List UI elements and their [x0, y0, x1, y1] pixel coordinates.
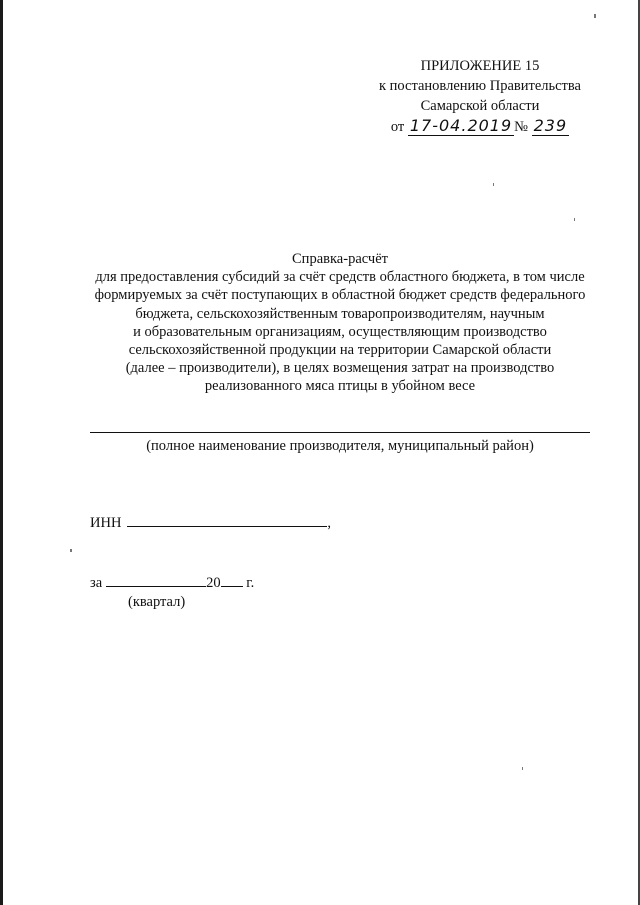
year-field[interactable]	[221, 574, 243, 587]
resolution-date-number	[360, 116, 600, 137]
resolution-reference: к постановлению Правительства	[379, 78, 581, 94]
title-line: реализованного мяса птицы в убойном весе	[204, 378, 476, 395]
scan-speck	[522, 767, 523, 770]
period-prefix: за	[90, 575, 103, 591]
page-edge-left	[0, 0, 3, 905]
scan-speck	[70, 549, 72, 552]
quarter-field[interactable]	[106, 574, 206, 587]
document-title	[60, 250, 620, 396]
scan-speck	[574, 218, 575, 221]
title-line: сельскохозяйственной продукции на территории Самарской области	[128, 342, 552, 359]
scan-speck	[594, 14, 596, 18]
title-line: и образовательным организациям, осуществляющим производство	[133, 323, 547, 340]
producer-name-field[interactable]	[90, 432, 590, 433]
scan-speck	[493, 183, 494, 186]
title-heading: Справка-расчёт	[292, 251, 388, 267]
quarter-caption: (квартал)	[128, 594, 186, 610]
period-row	[90, 574, 254, 592]
handwritten-date: 17-04.2019	[409, 116, 513, 135]
inn-field[interactable]	[127, 514, 327, 527]
inn-label: ИНН	[90, 515, 122, 531]
date-prefix: от	[390, 119, 405, 135]
region-name: Самарской области	[420, 98, 540, 114]
year-suffix: г.	[242, 575, 255, 591]
appendix-header	[360, 56, 600, 137]
handwritten-number: 239	[533, 116, 568, 135]
title-line: (далее – производители), в целях возмещения затрат на производство	[125, 360, 555, 377]
title-line: бюджета, сельскохозяйственным товаропроизводителям, научным	[135, 305, 545, 322]
number-prefix: №	[514, 119, 528, 135]
appendix-number: ПРИЛОЖЕНИЕ 15	[420, 58, 540, 74]
inn-suffix: ,	[327, 515, 332, 531]
title-line: формируемых за счёт поступающих в областной бюджет средств федерального	[94, 287, 586, 304]
year-prefix: 20	[206, 575, 221, 591]
inn-row	[90, 514, 331, 532]
producer-name-caption: (полное наименование производителя, муниципальный район)	[146, 438, 534, 454]
title-line: для предоставления субсидий за счёт средств областного бюджета, в том числе	[95, 269, 585, 286]
